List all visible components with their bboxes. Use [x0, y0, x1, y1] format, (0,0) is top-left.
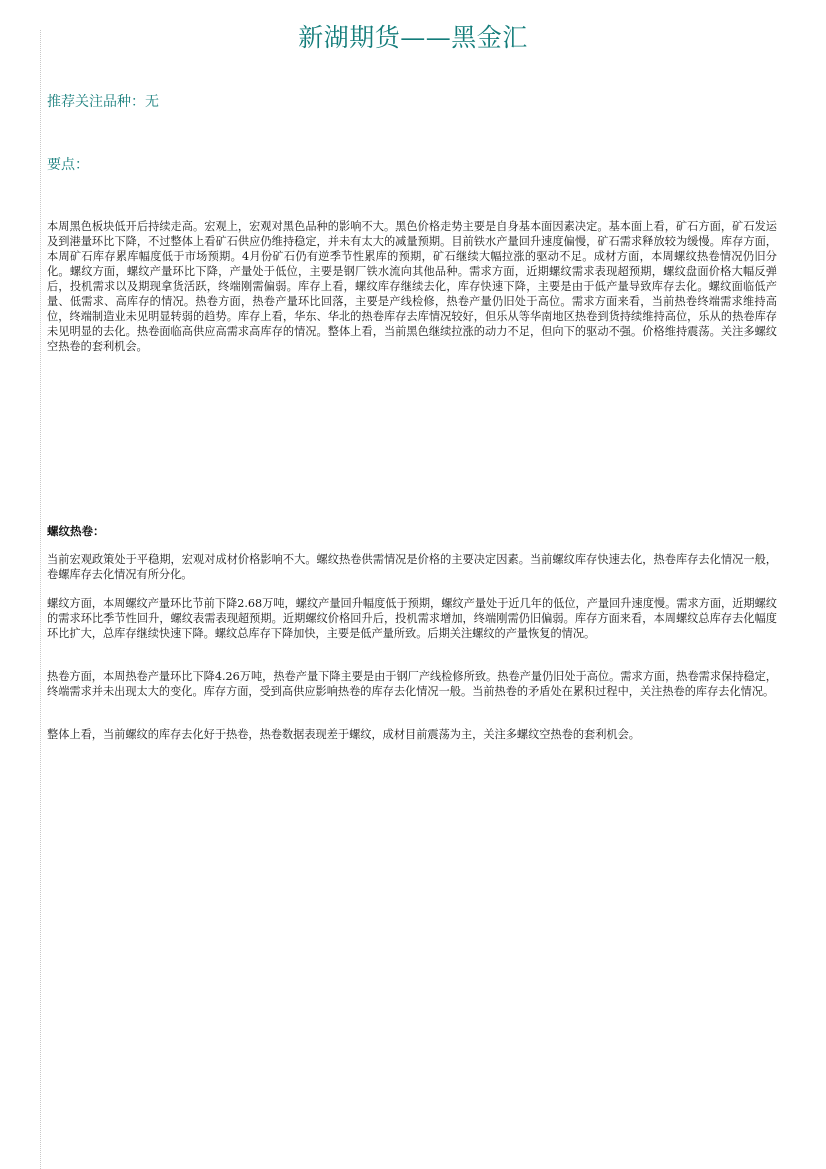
key-points-label: 要点：: [47, 157, 89, 173]
summary-paragraph: 本周黑色板块低开后持续走高。宏观上，宏观对黑色品种的影响不大。黑色价格走势主要是自身基本面因素决定。基本面上看，矿石方面，矿石发运及到港量环比下降，不过整体上看矿石供应仍维持稳定，并未有太大的减量预期。目前铁水产量回升速度偏慢，矿石需求释放较为缓慢。库存方面，本周矿石库存累库幅度低于市场预期。4月份矿石仍有逆季节性累库的预期，矿石继续大幅拉涨的驱动不足。成材方面，本周螺纹热卷情况仍旧分化。螺纹方面，螺纹产量环比下降，产量处于低位，主要是钢厂铁水流向其他品种。需求方面，近期螺纹需求表现超预期，螺纹盘面价格大幅反弹后，投机需求以及期现拿货活跃，终端刚需偏弱。库存上看，螺纹库存继续去化，库存快速下降，主要是由于低产量导致库存去化。螺纹面临低产量、低需求、高库存的情况。热卷方面，热卷产量环比回落，主要是产线检修，热卷产量仍旧处于高位。需求方面来看，当前热卷终端需求维持高位，终端制造业未见明显转弱的趋势。库存上看，华东、华北的热卷库存去库情况较好，但乐从等华南地区热卷到货持续维持高位，乐从的热卷库存未见明显的去化。热卷面临高供应高需求高库存的情况。整体上看，当前黑色继续拉涨的动力不足，但向下的驱动不强。价格维持震荡。关注多螺纹空热卷的套利机会。: [47, 220, 777, 353]
rebar-hrc-paragraph-macro: 当前宏观政策处于平稳期，宏观对成材价格影响不大。螺纹热卷供需情况是价格的主要决定因素。当前螺纹库存快速去化，热卷库存去化情况一般，卷螺库存去化情况有所分化。: [47, 553, 777, 581]
rebar-hrc-paragraph-hrc: 热卷方面，本周热卷产量环比下降4.26万吨，热卷产量下降主要是由于钢厂产线检修所致。热卷产量仍旧处于高位。需求方面，热卷需求保持稳定，终端需求并未出现太大的变化。库存方面，受到高供应影响热卷的库存去化情况一般。当前热卷的矛盾处在累积过程中，关注热卷的库存去化情况。: [47, 670, 777, 698]
report-title: 新湖期货——黑金汇: [298, 22, 528, 52]
rebar-hrc-paragraph-overall: 整体上看，当前螺纹的库存去化好于热卷，热卷数据表现差于螺纹，成材目前震荡为主，关注多螺纹空热卷的套利机会。: [47, 728, 640, 741]
margin-dotted-rule: [40, 30, 41, 1169]
recommended-varieties: 推荐关注品种：无: [47, 94, 159, 110]
rebar-hrc-heading: 螺纹热卷：: [47, 524, 105, 538]
rebar-hrc-paragraph-rebar: 螺纹方面，本周螺纹产量环比节前下降2.68万吨，螺纹产量回升幅度低于预期，螺纹产量处于近几年的低位，产量回升速度慢。需求方面，近期螺纹的需求环比季节性回升，螺纹表需表现超预期。近期螺纹价格回升后，投机需求增加，终端刚需仍旧偏弱。库存方面来看，本周螺纹总库存去化幅度环比扩大，总库存继续快速下降。螺纹总库存下降加快，主要是低产量所致。后期关注螺纹的产量恢复的情况。: [47, 597, 777, 640]
